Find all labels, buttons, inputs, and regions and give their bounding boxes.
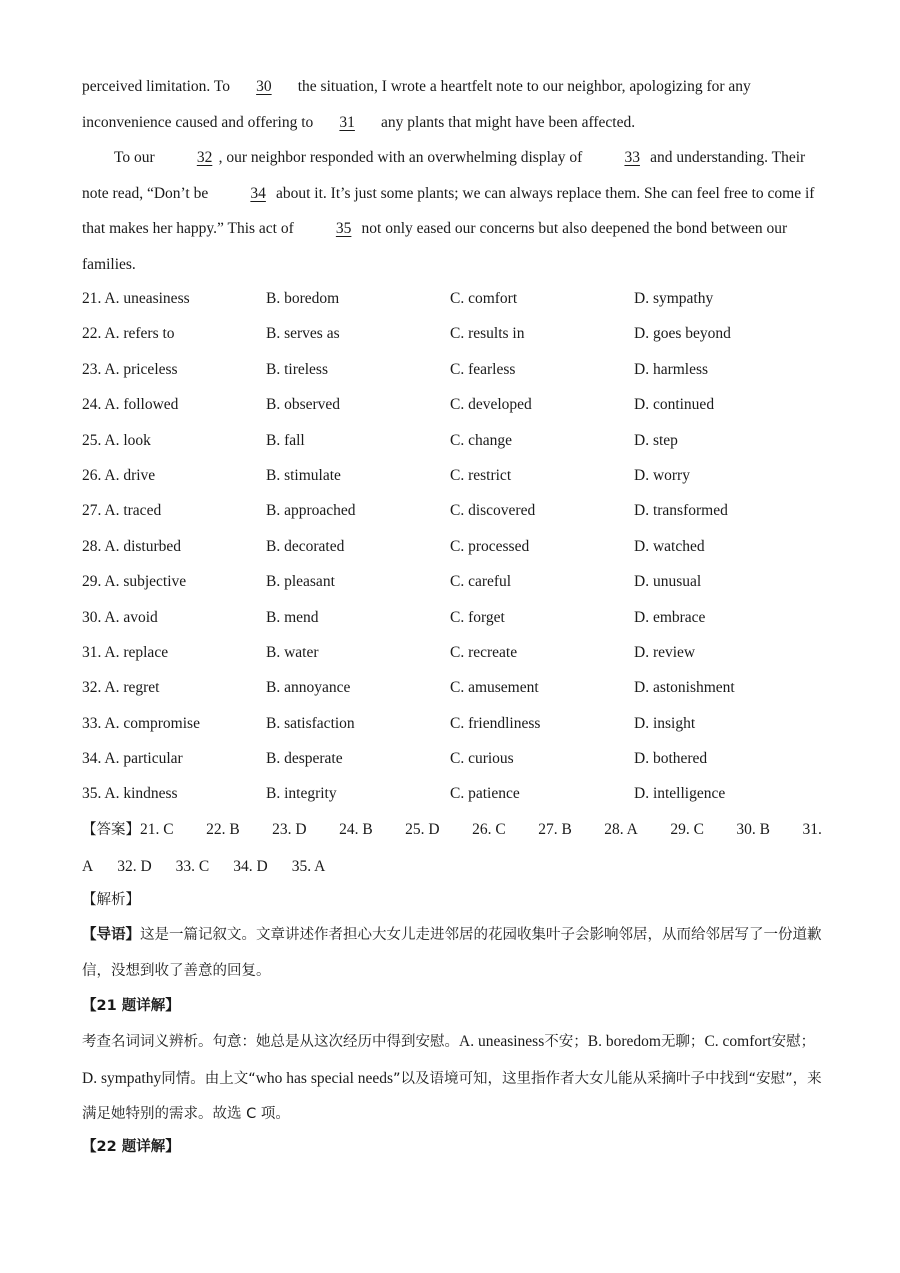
option-row-28 [82,529,822,564]
answer-item: 32. D [117,857,152,875]
option-c: C. careful [450,573,512,591]
option-c: C. patience [450,785,520,803]
q21-text: 不安； [544,1034,588,1050]
option-c: C. fearless [450,360,516,378]
option-b: B. decorated [266,537,345,555]
blank-31: 31 [339,113,355,131]
option-d: D. insight [634,714,696,732]
option-d: D. unusual [634,573,702,591]
answer-item: 28. A [604,821,638,838]
option-a: 21. A. uneasiness [82,290,190,307]
option-d: D. continued [634,396,715,414]
q21-text: 安慰； [771,1034,816,1050]
guide-text: 这是一篇记叙文。文章讲述作者担心大女儿走进邻居的花园收集叶子会影响邻居，从而给邻居写了一份道歉信，没想到收了善意的回复。 [82,927,822,979]
option-d: D. step [634,431,678,449]
passage-text: any plants that might have been affected. [381,113,636,131]
option-b: B. integrity [266,785,337,803]
option-b: B. observed [266,396,341,414]
answer-row-2 [82,849,822,885]
option-a: 28. A. disturbed [82,537,182,555]
option-row-25 [82,423,822,458]
option-d: D. goes beyond [634,325,731,343]
option-b: B. satisfaction [266,714,355,732]
q21-heading: 【21 题详解】 [82,998,180,1014]
passage-text: about it. It’s just some plants; we can always replace them. She can feel free to come if that makes her happy.” This act of [82,184,815,237]
option-b: B. pleasant [266,573,335,591]
option-c: C. processed [450,537,530,555]
q21-option-text: B. boredom [587,1033,661,1050]
option-b: B. annoyance [266,679,351,697]
q21-text: 无聊； [660,1034,705,1050]
option-d: D. worry [634,466,690,484]
option-row-22 [82,316,822,351]
blank-32: 32 [196,149,213,166]
q21-option-text: A. uneasiness [459,1033,545,1050]
option-a: 23. A. priceless [82,360,178,378]
passage-paragraph-1 [82,69,822,140]
option-d: D. intelligence [634,785,726,803]
options-list [82,281,822,812]
q21-option-text: C. comfort [704,1033,772,1050]
option-row-33 [82,706,822,741]
option-b: B. fall [266,431,305,449]
q21-explanation [82,1024,822,1133]
option-c: C. discovered [450,502,536,520]
option-row-26 [82,458,822,493]
answer-item: 29. C [670,821,704,838]
answer-item: 21. C [140,821,174,838]
guide-paragraph [82,918,822,989]
option-d: D. bothered [634,750,708,768]
option-a: 33. A. compromise [82,714,200,732]
option-row-21 [82,281,822,316]
blank-35: 35 [335,220,352,237]
blank-34: 34 [250,184,266,202]
answer-item: 26. C [472,821,506,838]
analysis-heading: 【解析】 [82,892,140,908]
passage-text: not only eased our concerns but also deepened the bond between our families. [82,220,788,273]
option-a: 35. A. kindness [82,785,178,803]
answer-item: 24. B [339,821,373,838]
guide-label: 【导语】 [82,927,140,943]
option-d: D. astonishment [634,679,735,697]
q21-option-text: D. sympathy [82,1069,162,1087]
option-a: 34. A. particular [82,750,183,768]
option-b: B. approached [266,502,356,520]
option-d: D. transformed [634,502,728,520]
option-row-31 [82,635,822,670]
option-a: 25. A. look [82,431,151,449]
option-row-35 [82,776,822,811]
option-row-27 [82,493,822,528]
answer-label: 【答案】 [82,822,140,838]
passage-paragraph-2 [82,140,822,282]
option-c: C. results in [450,325,525,343]
option-d: D. watched [634,537,705,555]
option-c: C. restrict [450,466,512,484]
option-c: C. recreate [450,643,518,661]
option-b: B. mend [266,608,319,626]
q21-text: 同情。由上文“ [161,1070,256,1087]
q21-text: ”以及语境可知，这里指作者大女儿能从采摘叶子中找到“安慰”，来满足她特别的需求。故选 C 项。 [82,1070,822,1122]
option-d: D. review [634,643,696,661]
passage-text: To our [114,149,155,166]
option-c: C. change [450,431,512,449]
option-row-24 [82,387,822,422]
passage-text: perceived limitation. To [82,78,230,95]
option-row-34 [82,741,822,776]
option-b: B. serves as [266,325,340,343]
option-c: C. amusement [450,679,539,697]
option-a: 27. A. traced [82,502,162,520]
option-c: C. curious [450,750,514,768]
option-a: 24. A. followed [82,396,179,414]
option-a: 31. A. replace [82,643,169,661]
option-b: B. stimulate [266,466,341,484]
option-b: B. tireless [266,360,328,378]
option-b: B. water [266,643,319,661]
answer-item: 23. D [272,821,307,838]
option-d: D. embrace [634,608,706,626]
answer-item: 30. B [736,821,771,838]
answer-item: 25. D [405,821,440,838]
option-a: 29. A. subjective [82,573,187,591]
passage-text: , our neighbor responded with an overwhelming display of [218,149,583,166]
option-c: C. comfort [450,290,518,307]
blank-30: 30 [256,78,272,95]
option-c: C. forget [450,608,505,626]
option-a: 22. A. refers to [82,325,175,343]
answer-item: A [82,857,94,875]
option-a: 30. A. avoid [82,608,158,626]
option-row-30 [82,600,822,635]
answer-item: 34. D [233,857,268,875]
option-d: D. sympathy [634,290,714,307]
answer-item: 35. A [291,857,326,875]
answer-item: 31. [802,821,822,838]
option-row-29 [82,564,822,599]
option-b: B. boredom [266,290,340,307]
option-c: C. developed [450,396,532,414]
answer-item: 33. C [175,857,210,875]
answer-row-1 [82,812,822,849]
option-c: C. friendliness [450,714,541,732]
q22-heading: 【22 题详解】 [82,1139,180,1155]
option-b: B. desperate [266,750,343,768]
passage-text: the situation, I wrote a heartfelt note to our neighbor, apologizing for any inconvenience caused and offering to [82,78,751,131]
option-row-23 [82,352,822,387]
answer-item: 22. B [206,821,240,838]
passage-text: and understanding. Their note read, “Don’t be [82,149,806,202]
option-row-32 [82,670,822,705]
option-a: 32. A. regret [82,679,160,697]
answer-key [82,812,822,884]
option-a: 26. A. drive [82,466,156,484]
answer-item: 27. B [538,821,572,838]
blank-33: 33 [624,149,640,166]
q21-quote-text: who has special needs [255,1069,394,1087]
option-d: D. harmless [634,360,709,378]
q21-text: 考查名词词义辨析。句意：她总是从这次经历中得到安慰。 [82,1034,459,1050]
